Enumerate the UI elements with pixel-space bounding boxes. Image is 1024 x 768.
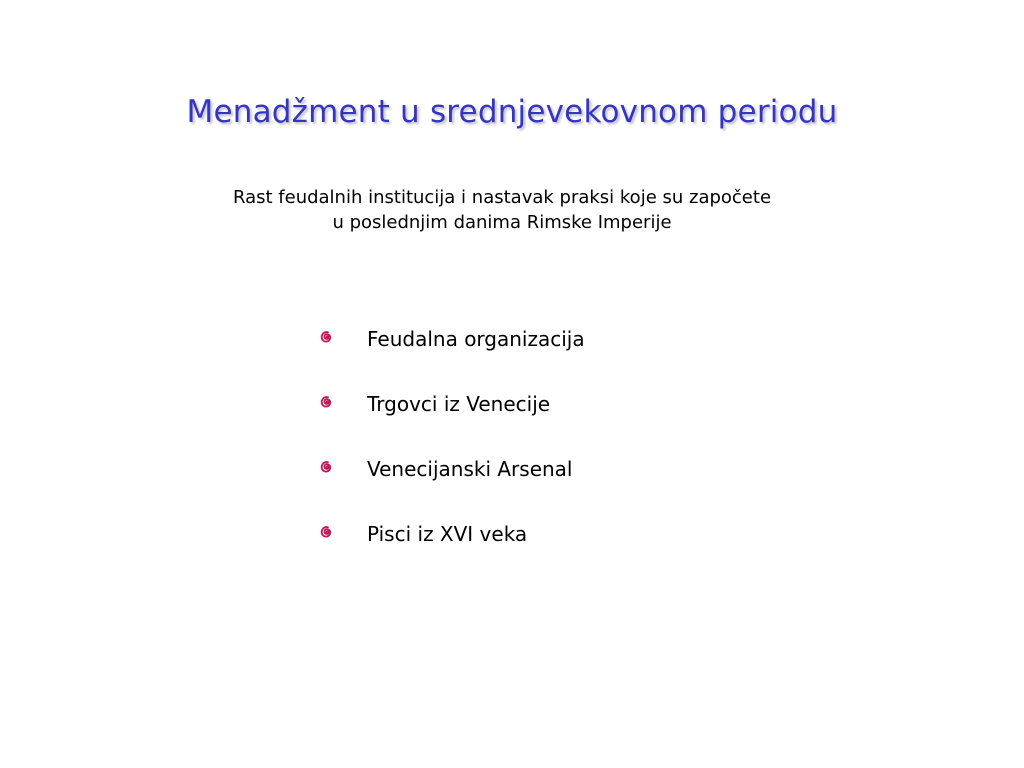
spiral-bullet-icon — [318, 394, 334, 410]
spiral-bullet-icon — [318, 459, 334, 475]
bullet-text: Trgovci iz Venecije — [367, 391, 551, 416]
spiral-bullet-icon — [318, 524, 334, 540]
list-item — [318, 387, 585, 420]
subtitle-line: Rast feudalnih institucija i nastavak praksi koje su započete — [232, 187, 772, 208]
slide-subtitle — [0, 185, 1004, 235]
slide-title: Menadžment u srednjevekovnom periodu — [186, 94, 838, 130]
bullet-list — [318, 322, 585, 582]
subtitle-line: u poslednjim danima Rimske Imperije — [332, 212, 672, 233]
list-item — [318, 517, 585, 550]
list-item — [318, 322, 585, 355]
list-item — [318, 452, 585, 485]
bullet-text: Venecijanski Arsenal — [367, 456, 573, 481]
bullet-text: Pisci iz XVI veka — [367, 521, 528, 546]
bullet-text: Feudalna organizacija — [367, 326, 585, 351]
spiral-bullet-icon — [318, 329, 334, 345]
